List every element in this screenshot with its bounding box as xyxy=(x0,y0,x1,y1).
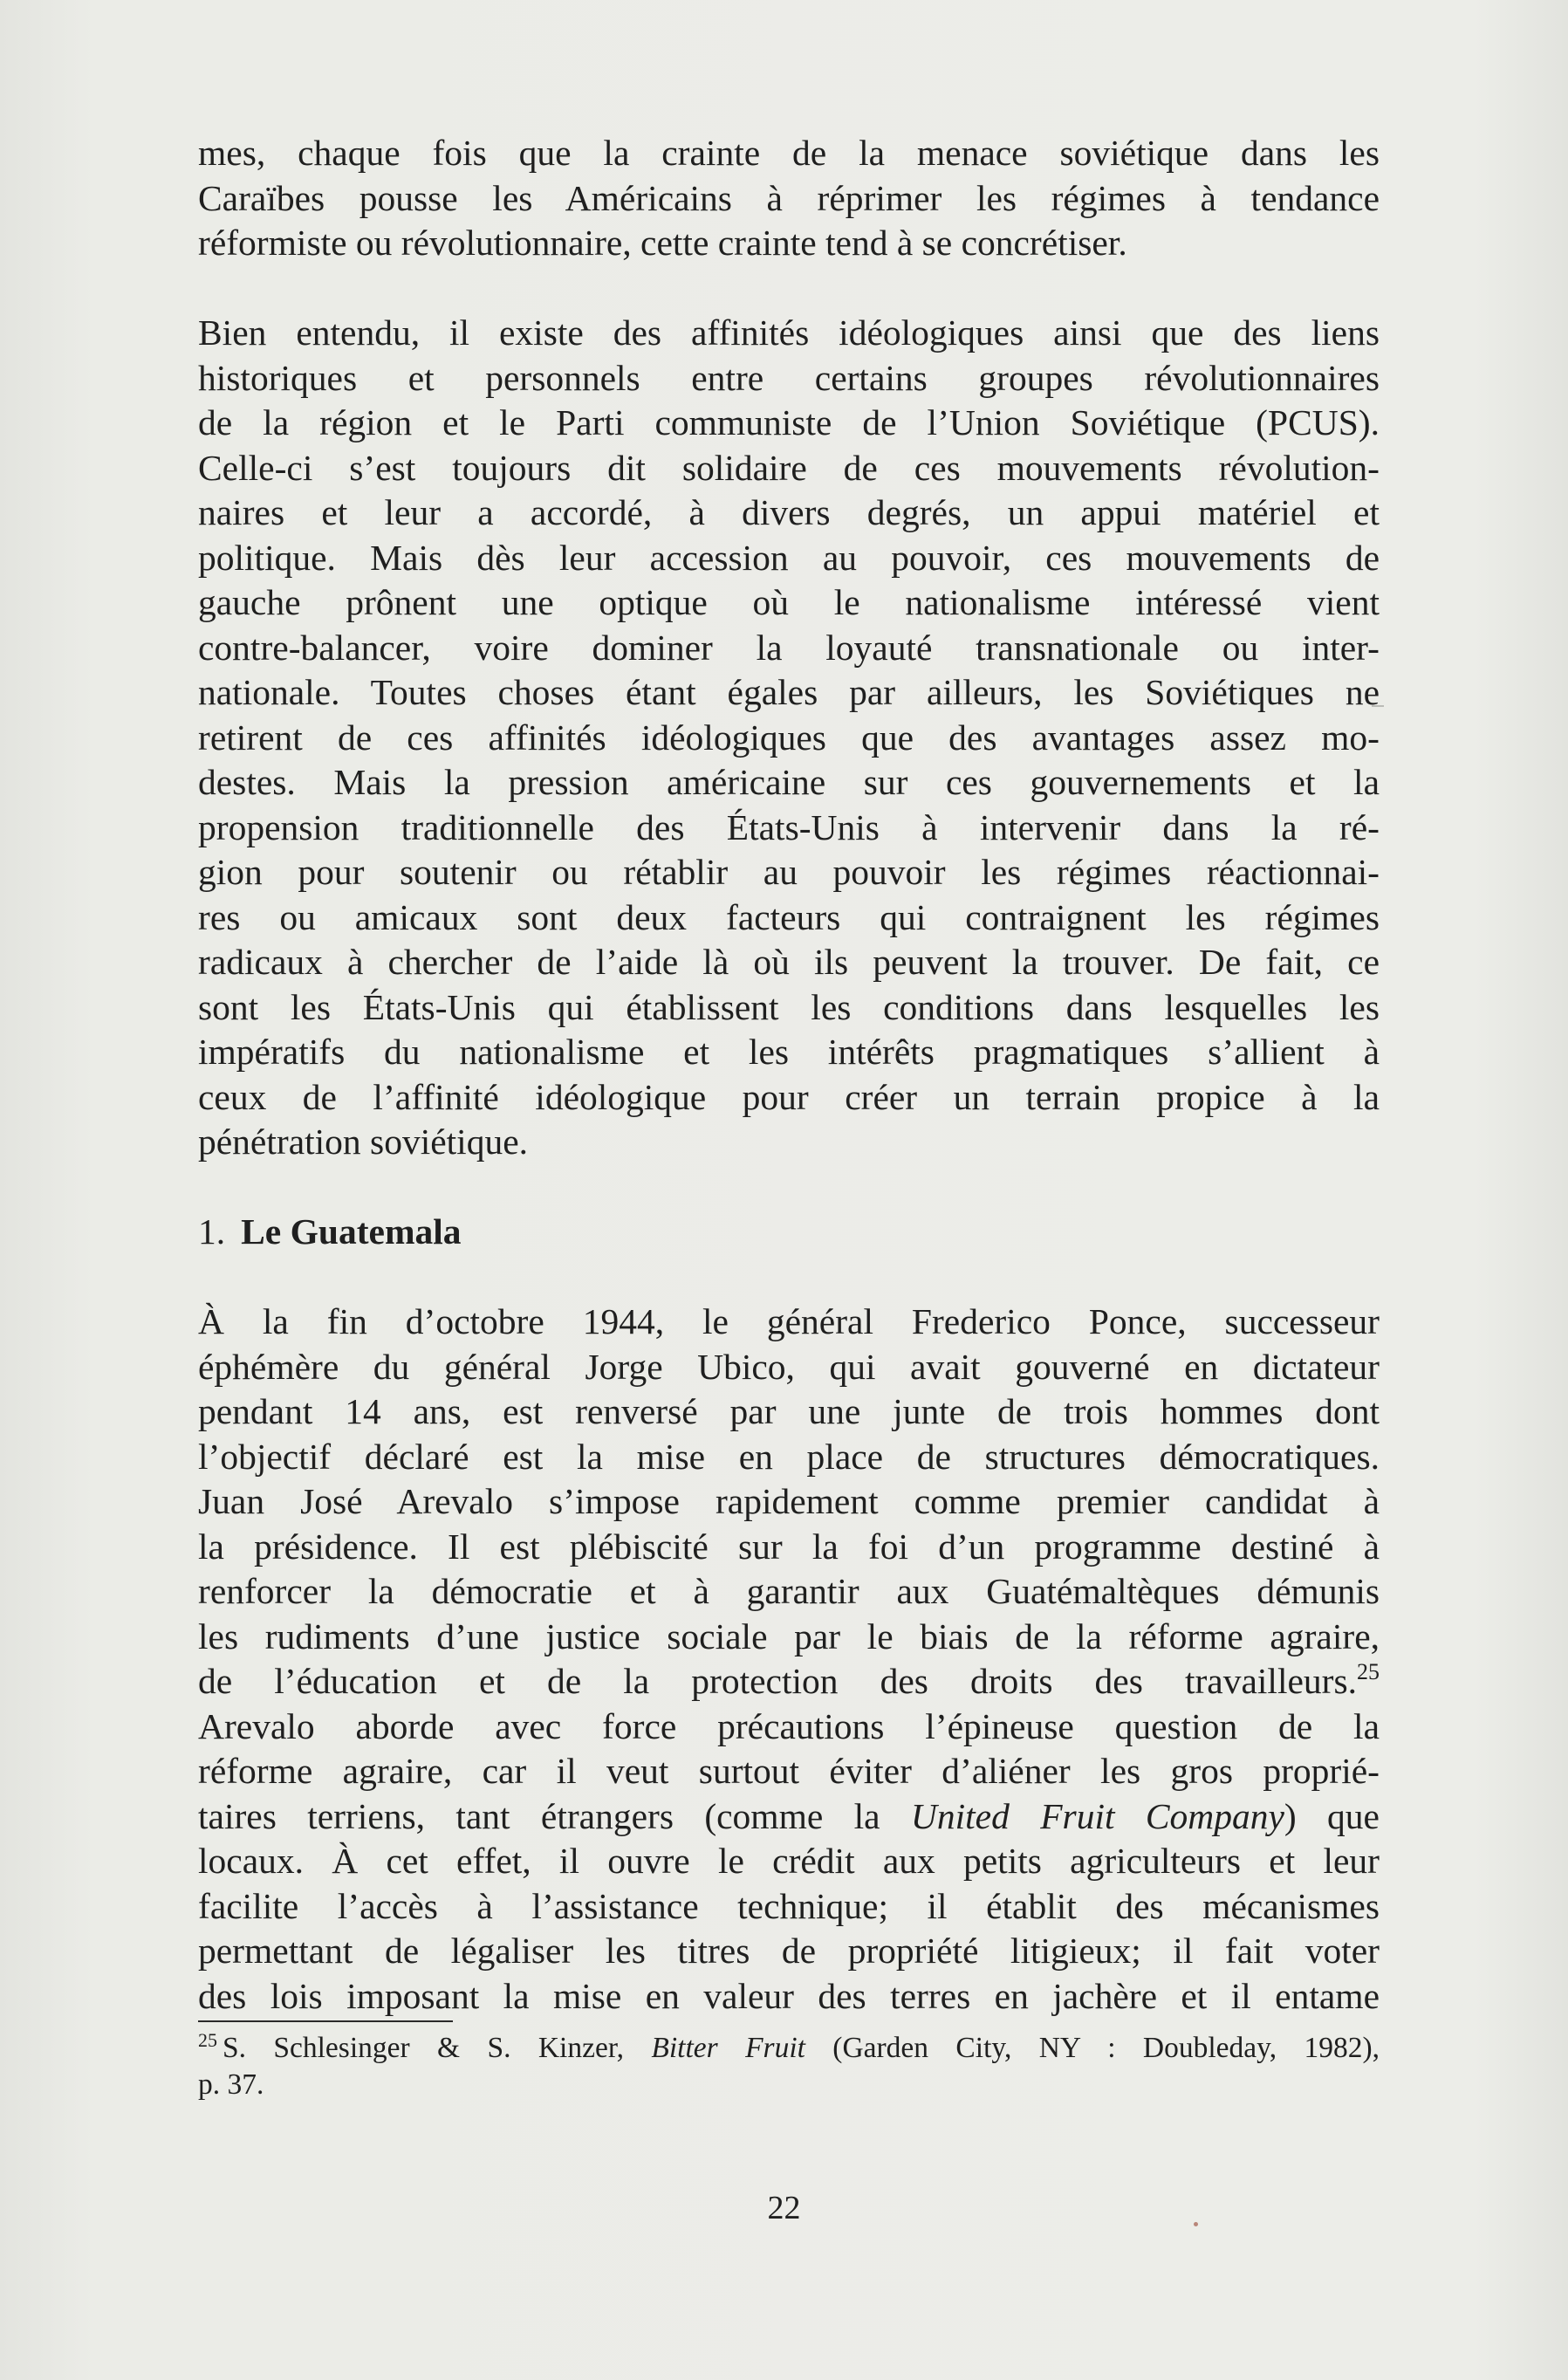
text-run: ) que xyxy=(1284,1795,1380,1836)
footnote-divider xyxy=(198,2020,453,2022)
text-run: (Garden City, NY : Doubleday, 1982), xyxy=(805,2032,1380,2064)
text-line: politique. Mais dès leur accession au pouvoir, ces mouvements de xyxy=(198,537,1380,578)
text-run: S. Schlesinger & S. Kinzer, xyxy=(223,2032,652,2064)
section-heading xyxy=(198,1210,1380,1255)
text-line: propension traditionnelle des États-Unis à intervenir dans la ré- xyxy=(198,806,1380,847)
footnote-reference[interactable]: 25 xyxy=(1357,1659,1380,1684)
text-line: les rudiments d’une justice sociale par le biais de la réforme agraire, xyxy=(198,1615,1380,1656)
paragraph-spacer xyxy=(198,266,1380,312)
text-line: éphémère du général Jorge Ubico, qui avait gouverné en dictateur xyxy=(198,1346,1380,1387)
company-name-italic: United Fruit Company xyxy=(910,1795,1284,1836)
footnote-number: 25 xyxy=(198,2029,217,2051)
text-line: Arevalo aborde avec force précautions l’épineuse question de la xyxy=(198,1705,1380,1746)
footnotes xyxy=(198,2030,1380,2103)
paragraph-1 xyxy=(198,131,1380,266)
text-line: des lois imposant la mise en valeur des terres en jachère et il entame xyxy=(198,1975,1380,2016)
text-line: permettant de légaliser les titres de propriété litigieux; il fait voter xyxy=(198,1931,1380,1971)
page-number: 22 xyxy=(767,2190,801,2226)
text-line-with-footnote-ref xyxy=(198,1659,1380,1704)
footnote-line: p. 37. xyxy=(198,2068,264,2101)
text-line: Bien entendu, il existe des affinités idéologiques ainsi que des liens xyxy=(198,312,1380,353)
text-line: réformiste ou révolutionnaire, cette crainte tend à se concrétiser. xyxy=(198,223,1127,263)
paragraph-spacer xyxy=(198,1165,1380,1211)
paragraph-2 xyxy=(198,311,1380,1165)
text-line: À la fin d’octobre 1944, le général Frederico Ponce, successeur xyxy=(198,1301,1380,1341)
text-line: destes. Mais la pression américaine sur ces gouvernements et la xyxy=(198,762,1380,802)
section-number: 1. xyxy=(198,1211,226,1252)
text-line: gauche prônent une optique où le nationalisme intéressé vient xyxy=(198,582,1380,622)
text-line: sont les États-Unis qui établissent les conditions dans lesquelles les xyxy=(198,986,1380,1027)
text-line: Juan José Arevalo s’impose rapidement comme premier candidat à xyxy=(198,1481,1380,1521)
footnote-line xyxy=(198,2030,1380,2067)
text-line: la présidence. Il est plébiscité sur la foi d’un programme destiné à xyxy=(198,1526,1380,1567)
text-line: nationale. Toutes choses étant égales par ailleurs, les Soviétiques ne xyxy=(198,672,1380,712)
text-line: pénétration soviétique. xyxy=(198,1121,528,1162)
text-line: mes, chaque fois que la crainte de la menace soviétique dans les xyxy=(198,133,1380,173)
text-line: pendant 14 ans, est renversé par une junte de trois hommes dont xyxy=(198,1391,1380,1431)
paragraph-3 xyxy=(198,1300,1380,2019)
text-line: gion pour soutenir ou rétablir au pouvoir les régimes réactionnai- xyxy=(198,852,1380,892)
text-line: locaux. À cet effet, il ouvre le crédit aux petits agriculteurs et leur xyxy=(198,1841,1380,1881)
text-line: ceux de l’affinité idéologique pour créer un terrain propice à la xyxy=(198,1076,1380,1117)
text-line: naires et leur a accordé, à divers degrés, un appui matériel et xyxy=(198,492,1380,532)
paragraph-spacer xyxy=(198,1255,1380,1300)
text-line: radicaux à chercher de l’aide là où ils peuvent la trouver. De fait, ce xyxy=(198,942,1380,982)
text-line: Caraïbes pousse les Américains à réprimer les régimes à tendance xyxy=(198,177,1380,218)
text-line: retirent de ces affinités idéologiques que des avantages assez mo- xyxy=(198,717,1380,758)
section-title: Le Guatemala xyxy=(241,1211,462,1252)
text-run: de l’éducation et de la protection des droits des travailleurs. xyxy=(198,1661,1357,1701)
body-text xyxy=(198,131,1380,2019)
book-title-italic: Bitter Fruit xyxy=(651,2032,805,2064)
text-run: taires terriens, tant étrangers (comme la xyxy=(198,1795,911,1836)
text-line: Celle-ci s’est toujours dit solidaire de ces mouvements révolution- xyxy=(198,447,1380,488)
text-line: historiques et personnels entre certains groupes révolutionnaires xyxy=(198,357,1380,398)
text-line: facilite l’accès à l’assistance technique; il établit des mécanismes xyxy=(198,1885,1380,1926)
text-line: impératifs du nationalisme et les intérêts pragmatiques s’allient à xyxy=(198,1032,1380,1072)
text-line: contre-balancer, voire dominer la loyauté transnationale ou inter- xyxy=(198,627,1380,668)
text-line: l’objectif déclaré est la mise en place de structures démocratiques. xyxy=(198,1436,1380,1477)
text-line: réforme agraire, car il veut surtout éviter d’aliéner les gros proprié- xyxy=(198,1751,1380,1791)
text-line-with-italic xyxy=(198,1794,1380,1840)
text-line: renforcer la démocratie et à garantir aux Guatémaltèques démunis xyxy=(198,1571,1380,1611)
text-line: res ou amicaux sont deux facteurs qui contraignent les régimes xyxy=(198,896,1380,937)
text-line: de la région et le Parti communiste de l’Union Soviétique (PCUS). xyxy=(198,402,1380,442)
